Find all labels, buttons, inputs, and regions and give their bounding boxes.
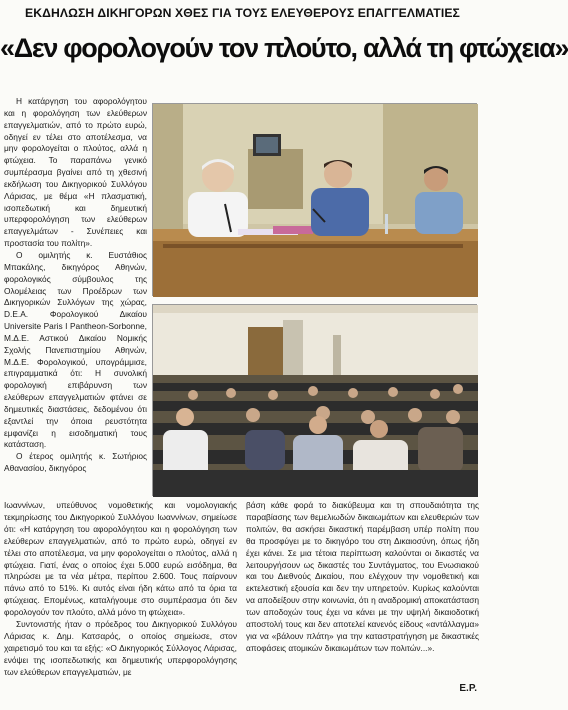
- audience-photo: [152, 304, 477, 496]
- article-column-narrow: [4, 96, 147, 475]
- panel-speakers-photo: [152, 103, 477, 296]
- article-column-bottom-right: [246, 500, 479, 655]
- article-column-bottom-left: [4, 500, 237, 679]
- article-kicker: ΕΚΔΗΛΩΣΗ ΔΙΚΗΓΟΡΩΝ ΧΘΕΣ ΓΙΑ ΤΟΥΣ ΕΛΕΥΘΕΡΟΥΣ ΕΠΑΓΓΕΛΜΑΤΙΕΣ: [25, 6, 460, 20]
- paragraph: Συντονιστής ήταν ο πρόεδρος του Δικηγορικού Συλλόγου Λάρισας κ. Δημ. Κατσαρός, ο οποίος σημείωσε, στον χαιρετισμό του και τα εξής: «Ο Δικηγορικός Σύλλογος Λάρισας, ενόψει της ισοπεδωτικής και δημευτικής υπερφορολόγησης των ελεύθερων επαγγελματιών, με: [4, 619, 237, 677]
- paragraph: Ο έτερος ομιλητής κ. Σωτήριος Αθανασίου, δικηγόρος: [4, 451, 147, 474]
- paragraph: Ο ομιλητής κ. Ευστάθιος Μπακάλης, δικηγόρος Αθηνών, φορολογικός σύμβουλος της Ολομέλειας των Προέδρων των Δικηγορικών Συλλόγων της χώρας, D.E.A. Φορολογικού Δικαίου Universite Paris I Pantheon-Sorbonne, Μ.Δ.Ε. Αστικού Δικαίου Νομικής Σχολής Πανεπιστημίου Αθηνών, Μ.Δ.Ε. Φορολογικού, υπογράμμισε, επιγραμματικά ότι: Η συνολική φορολογική επιβάρυνση των ελεύθερων επαγγελματιών φτάνει σε δημευτικές διαστάσεις, δεδομένου ότι εξαντλεί την όποια ρευστότητα εμφανίζει η εισοδηματική τους κατάσταση.: [4, 249, 147, 450]
- paragraph: Η κατάργηση του αφορολόγητου και η φορολόγηση των ελεύθερων επαγγελματιών, από το πρώτο ευρώ, οδηγεί εν τέλει στο αποτέλεσμα, να μην φορολογείται ο πλούτος, αλλά η φτώχεια. Το παραπάνω γενικό συμπέρασμα βγαίνει από τη χθεσινή εκδήλωση του Δικηγορικού Συλλόγου Λάρισας, με θέμα «Η πλασματική, ισοπεδωτική και δημευτική υπερφορολόγηση των ελεύθερων επαγγελμάτων - Συνέπειες και προστασία του πολίτη».: [4, 96, 147, 249]
- article-headline: «Δεν φορολογούν τον πλούτο, αλλά τη φτώχεια»: [0, 33, 568, 63]
- author-signature: Ε.Ρ.: [459, 683, 477, 694]
- paragraph: Ιωαννίνων, υπεύθυνος νομοθετικής και νομολογιακής τεκμηρίωσης του Δικηγορικού Συλλόγου Ιωαννίνων, σημείωσε ότι: «Η κατάργηση του αφορολόγητου και η φορολόγηση των ελεύθερων επαγγελματιών, από το πρώτο ευρώ, οδηγεί εν τέλει στο αποτέλεσμα, να μην φορολογείται ο πλούτος, αλλά η φτώχεια. Γιατί, ένας ο οποίος έχει 5.000 ευρώ εισόδημα, θα πληρώσει με τα νέα μέτρα, περίπου 2.600. Τους παίρνουν πάνω από το 51%. Κι αυτός είναι ήδη κάτω από τα όρια τα φτώχειας. Επομένως, καταλήγουμε στο συμπέρασμα ότι δεν φορολογούν τον πλούτο, αλλά μόνο τη φτώχεια».: [4, 500, 237, 618]
- paragraph: βάση κάθε φορά το διακύβευμα και τη σπουδαιότητα της παραβίασης των θεμελιωδών δικαιωμάτων και ελευθεριών των πολιτών, θα ασκήσει δικαστική παρέμβαση υπέρ πολίτη που θα προσφύγει με το δικηγόρο του στη Δικαιοσύνη, όπως ήδη έχει κάνει. Σε μια τέτοια περίπτωση καλούνται οι δικαστές να λειτουργήσουν ως δικαστές του Συντάγματος, του Ενωσιακού και του Διεθνούς Δικαίου, που ελέγχουν την νομοθετική και εκτελεστική εξουσία και δεν την υπηρετούν. Κυρίως καλούνται να αποδείξουν στην κοινωνία, ότι η αναδρομική αποκατάσταση των αποδοχών τους έχει να κάνει με την υψηλή δικαιοδοτική αποστολή τους και δεν αποτελεί κανενός είδους «αντάλλαγμα» για να «βάλουν πλάτη» για την καταστρατήγηση με δικαστικές αποφάσεις ατομικών δικαιωμάτων των πολιτών...».: [246, 500, 479, 653]
